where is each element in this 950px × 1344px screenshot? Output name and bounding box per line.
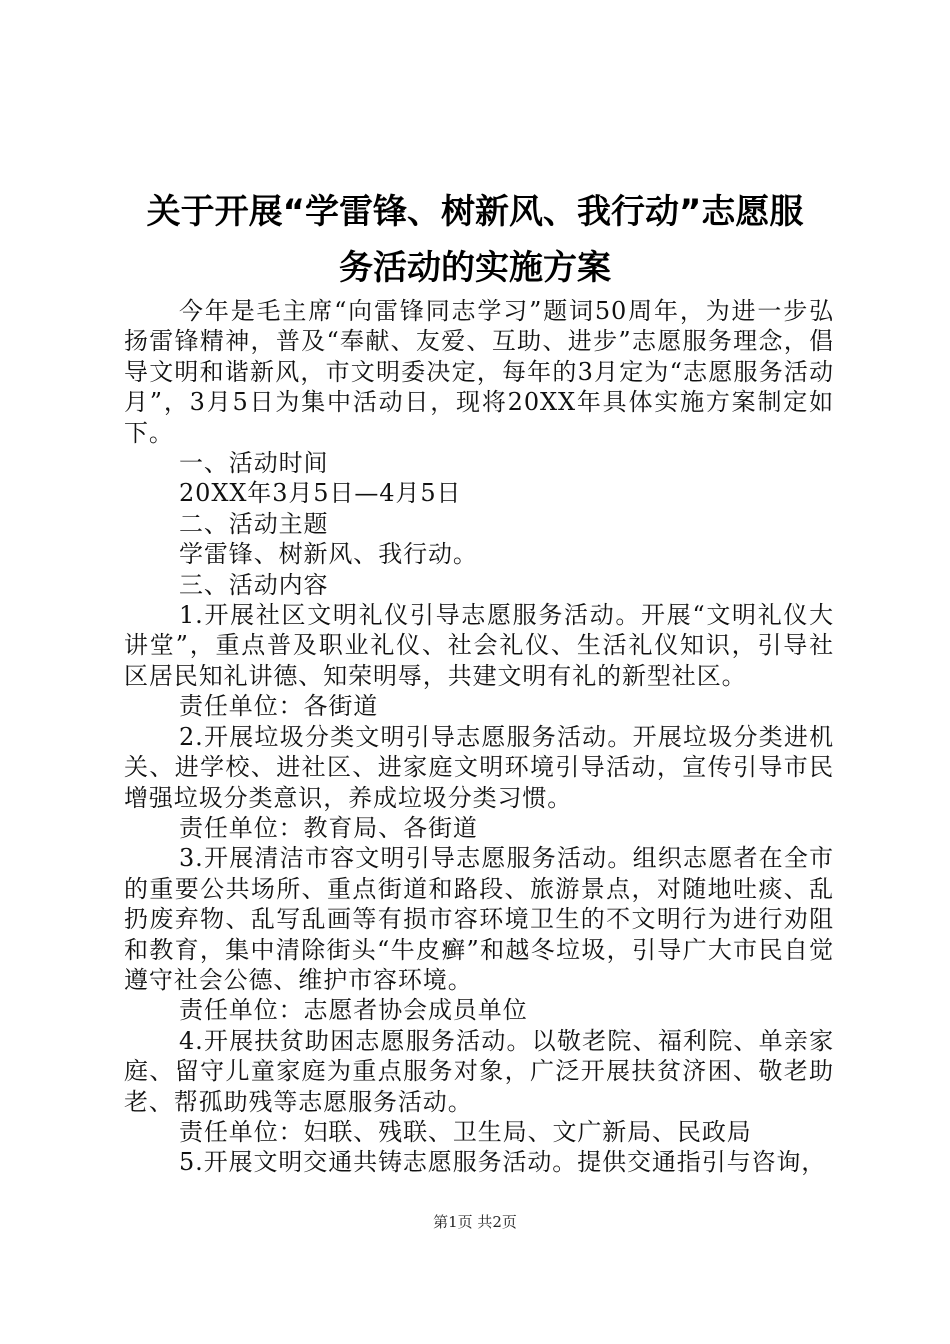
section-heading-time: 一、活动时间 [179,449,329,478]
document-body [124,296,834,1178]
intro-paragraph: 今年是毛主席“向雷锋同志学习”题词50周年，为进一步弘扬雷锋精神，普及“奉献、友爱、互助、进步”志愿服务理念，倡导文明和谐新风，市文明委决定，每年的3月定为“志愿服务活动月”，3月5日为集中活动日，现将20XX年具体实施方案制定如下。 [124,297,834,447]
document-title-line1: 关于开展“学雷锋、树新风、我行动”志愿服 [146,192,804,232]
activity-theme: 学雷锋、树新风、我行动。 [179,540,478,569]
responsible-unit-2: 责任单位：教育局、各街道 [179,813,478,842]
section-heading-theme: 二、活动主题 [179,509,329,538]
responsible-unit-1: 责任单位：各街道 [179,692,379,721]
document-title-line2: 务活动的实施方案 [339,248,611,288]
activity-date-range: 20XX年3月5日—4月5日 [179,479,462,508]
content-item-5: 5.开展文明交通共铸志愿服务活动。提供交通指引与咨询， [179,1148,827,1177]
content-item-3: 3.开展清洁市容文明引导志愿服务活动。组织志愿者在全市的重要公共场所、重点街道和路段、旅游景点，对随地吐痰、乱扔废弃物、乱写乱画等有损市容环境卫生的不文明行为进行劝阻和教育，集中清除街头“牛皮癣”和越冬垃圾，引导广大市民自觉遵守社会公德、维护市容环境。 [124,844,834,994]
section-heading-content: 三、活动内容 [179,570,329,599]
content-item-2: 2.开展垃圾分类文明引导志愿服务活动。开展垃圾分类进机关、进学校、进社区、进家庭文明环境引导活动，宣传引导市民增强垃圾分类意识，养成垃圾分类习惯。 [124,722,834,812]
responsible-unit-3: 责任单位：志愿者协会成员单位 [179,996,528,1025]
page-number-footer: 第1页 共2页 [433,1213,517,1231]
responsible-unit-4: 责任单位：妇联、残联、卫生局、文广新局、民政局 [179,1117,752,1146]
content-item-4: 4.开展扶贫助困志愿服务活动。以敬老院、福利院、单亲家庭、留守儿童家庭为重点服务对象，广泛开展扶贫济困、敬老助老、帮孤助残等志愿服务活动。 [124,1026,834,1116]
content-item-1: 1.开展社区文明礼仪引导志愿服务活动。开展“文明礼仪大讲堂”，重点普及职业礼仪、社会礼仪、生活礼仪知识，引导社区居民知礼讲德、知荣明辱，共建文明有礼的新型社区。 [124,601,834,690]
